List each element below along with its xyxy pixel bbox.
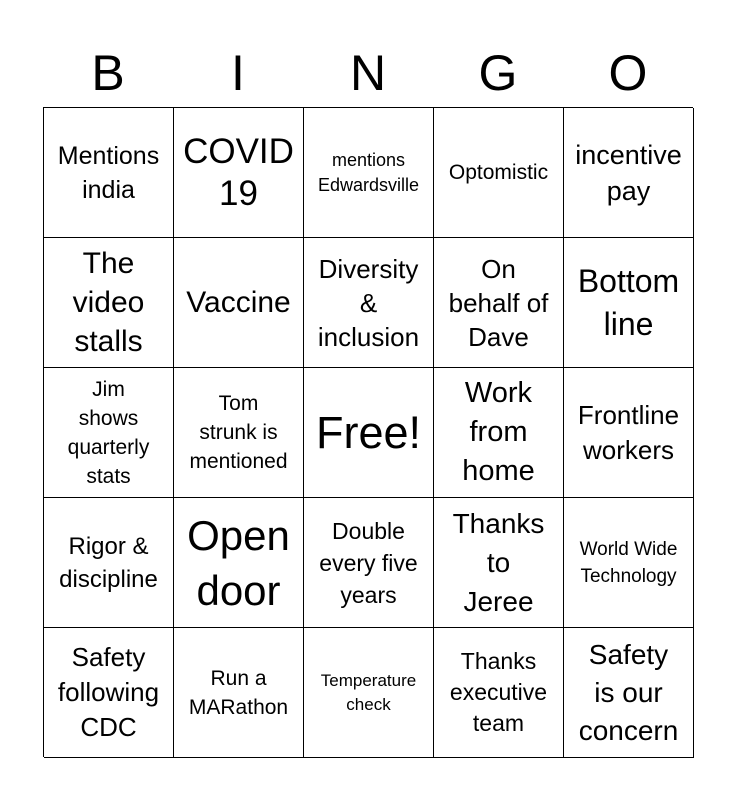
cell-text: Run a MARathon — [188, 666, 289, 719]
cell-text: Vaccine — [186, 285, 291, 319]
cell-text: Tom strunk is mentioned — [189, 392, 288, 473]
header-letter-g: G — [478, 45, 518, 101]
cell-text: Diversity & inclusion — [317, 253, 420, 352]
cell-text: Double every five years — [319, 517, 418, 608]
bingo-cell[interactable] — [304, 108, 434, 238]
cell-text: mentions Edwardsville — [317, 149, 420, 195]
bingo-cell[interactable] — [434, 238, 564, 368]
cell-text: Optomistic — [448, 160, 549, 184]
bingo-cell[interactable] — [564, 498, 694, 628]
header-letter-n: N — [349, 45, 387, 101]
bingo-cell[interactable] — [434, 628, 564, 758]
bingo-cell[interactable] — [44, 368, 174, 498]
bingo-cell[interactable] — [44, 108, 174, 238]
cell-text: Frontline workers — [577, 399, 680, 465]
cell-text: Mentions india — [57, 141, 160, 204]
bingo-cell[interactable] — [44, 498, 174, 628]
cell-text: Safety is our concern — [578, 638, 679, 746]
bingo-cell[interactable] — [174, 238, 304, 368]
bingo-cell[interactable] — [304, 368, 434, 498]
bingo-board — [43, 107, 693, 757]
bingo-cell[interactable] — [44, 238, 174, 368]
header-letter-i: I — [231, 45, 245, 101]
bingo-cell[interactable] — [304, 628, 434, 758]
bingo-cell[interactable] — [564, 238, 694, 368]
cell-text: Free! — [315, 406, 422, 458]
cell-text: Bottom line — [577, 262, 680, 342]
bingo-cell[interactable] — [44, 628, 174, 758]
cell-text: Thanks executive team — [449, 648, 548, 736]
cell-text: Work from home — [462, 377, 535, 487]
bingo-cell[interactable] — [434, 368, 564, 498]
cell-text: Open door — [187, 511, 290, 614]
cell-text: Temperature check — [320, 670, 417, 714]
bingo-cell[interactable] — [304, 498, 434, 628]
cell-text: Safety following CDC — [57, 642, 160, 742]
header-letter-b: B — [91, 45, 125, 101]
bingo-header — [43, 38, 693, 108]
cell-text: The video stalls — [72, 247, 145, 358]
cell-text: Thanks to Jeree — [452, 508, 545, 617]
bingo-cell[interactable] — [564, 108, 694, 238]
bingo-cell[interactable] — [434, 498, 564, 628]
bingo-cell[interactable] — [174, 368, 304, 498]
cell-text: incentive pay — [575, 139, 682, 206]
header-letter-o: O — [608, 45, 648, 101]
cell-text: World Wide Technology — [579, 538, 678, 587]
bingo-cell[interactable] — [564, 368, 694, 498]
bingo-cell[interactable] — [304, 238, 434, 368]
bingo-cell[interactable] — [174, 108, 304, 238]
bingo-cell[interactable] — [174, 628, 304, 758]
bingo-cell[interactable] — [174, 498, 304, 628]
bingo-cell[interactable] — [434, 108, 564, 238]
bingo-cell[interactable] — [564, 628, 694, 758]
cell-text: Jim shows quarterly stats — [67, 377, 150, 488]
cell-text: COVID 19 — [183, 131, 294, 213]
cell-text: On behalf of Dave — [448, 253, 549, 352]
cell-text: Rigor & discipline — [59, 532, 158, 593]
